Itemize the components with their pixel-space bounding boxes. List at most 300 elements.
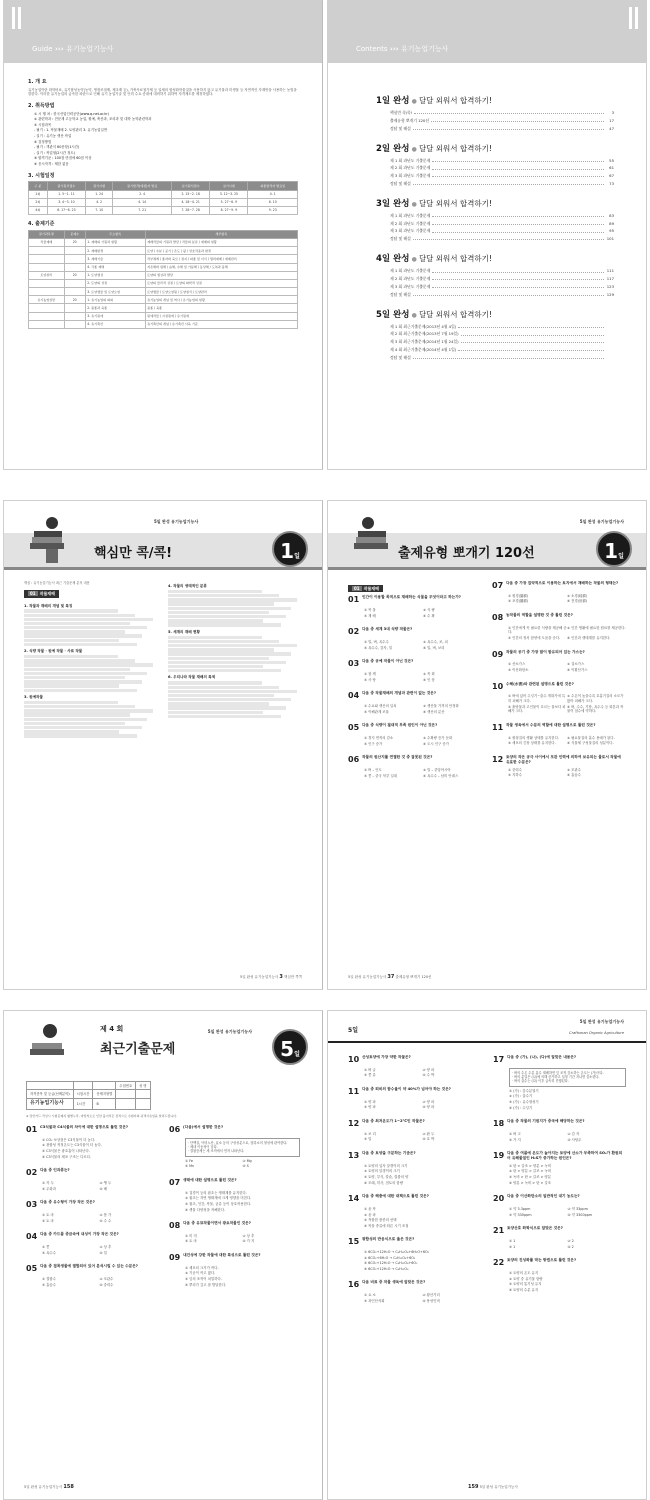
toc-leader bbox=[432, 221, 604, 225]
toc-day-block bbox=[376, 254, 614, 296]
table-cell: 1. 5~1. 11 bbox=[47, 190, 85, 198]
toc-page-number bbox=[606, 355, 614, 360]
toc-page-number: 95 bbox=[609, 228, 614, 234]
table-cell bbox=[29, 312, 65, 320]
answer-option[interactable]: ④ 수 수 bbox=[99, 1218, 112, 1223]
box-line: · 체내 이동성이 낮다. bbox=[188, 1145, 218, 1150]
toc-entry-label: 제 1 회 과년도 기출문제 bbox=[390, 157, 431, 163]
answer-option[interactable]: ③ 적합한 품종의 선택 bbox=[364, 1218, 397, 1223]
text-line-placeholder bbox=[168, 657, 269, 660]
answer-option[interactable]: ② 생산물 가격의 안정화 bbox=[423, 704, 459, 709]
answer-option[interactable]: ② 2 bbox=[567, 1239, 574, 1244]
table-header-row bbox=[29, 230, 298, 238]
answer-option[interactable]: ① 벼 고 bbox=[509, 1131, 521, 1136]
answer-option[interactable]: ① 토 마 bbox=[42, 1212, 54, 1217]
question-number: 19 bbox=[493, 1151, 505, 1161]
answer-option[interactable]: ② 잡초는 자연 생태계에 크게 영향을 미친다. bbox=[185, 1196, 252, 1201]
answer-option[interactable]: ② 수확량 증가 둔화 bbox=[423, 736, 453, 741]
text-line-placeholder bbox=[24, 639, 119, 642]
text-line-placeholder bbox=[168, 611, 269, 614]
table-cell: 토양 / 수분 / 공기 / 온도 / 광 / 상호작용과 환경 bbox=[145, 247, 297, 255]
toc-entry-label: 제 1 회 최근기출문제(2013년 4월 4일) bbox=[390, 323, 457, 329]
answer-option[interactable]: ② 옥수수, 조, 피 bbox=[423, 640, 448, 645]
table-cell bbox=[64, 304, 85, 312]
answer-option[interactable]: ① 참 깨 bbox=[364, 672, 376, 677]
answer-options bbox=[364, 608, 482, 618]
answer-option[interactable]: ④ C3식물의 세포 구조는 다르다. bbox=[42, 1154, 91, 1159]
day-tagline: 달달 외워서 합격하기! bbox=[418, 309, 492, 319]
answer-option[interactable]: ② 감 자 bbox=[567, 1131, 580, 1136]
column-header: 실기원서접수 bbox=[172, 182, 210, 190]
toc-entry[interactable] bbox=[390, 324, 614, 329]
answer-option[interactable]: ② 밀 – 중앙아시아 bbox=[423, 768, 451, 773]
answer-option[interactable]: ② 탄 > 양분 > 갈조 > 녹비 bbox=[509, 1169, 552, 1174]
answer-option[interactable]: ① 약 3.3ppm bbox=[509, 1207, 531, 1212]
toc-entry[interactable] bbox=[390, 110, 614, 115]
answer-options bbox=[364, 1132, 481, 1142]
toc-entry[interactable] bbox=[390, 118, 614, 123]
question-number: 07 bbox=[169, 1177, 181, 1187]
text-line-placeholder bbox=[24, 626, 147, 629]
answer-option[interactable]: ② (가) : 출수기 bbox=[509, 1094, 533, 1099]
answer-options bbox=[364, 1207, 481, 1228]
answer-option[interactable]: ③ 무화과 bbox=[42, 1186, 56, 1191]
band-stripe bbox=[629, 7, 632, 29]
table-cell: 1시간 bbox=[73, 1098, 93, 1109]
answer-option[interactable]: ④ 생물 다양성을 저해한다. bbox=[185, 1207, 226, 1212]
toc-entry[interactable] bbox=[390, 173, 614, 178]
answer-option[interactable]: ② 봄 가 bbox=[99, 1212, 112, 1217]
answer-option[interactable]: ④ S bbox=[242, 1164, 249, 1169]
toc-entry[interactable] bbox=[390, 236, 614, 241]
table-cell bbox=[29, 304, 65, 312]
question bbox=[348, 659, 482, 682]
answer-option[interactable]: ④ 약 3300ppm bbox=[567, 1212, 593, 1217]
question bbox=[493, 1119, 626, 1142]
question-text: 다음 중 세계 3대 식량 작물은? bbox=[362, 627, 413, 632]
answer-option[interactable]: ④ 인 삼 bbox=[423, 677, 435, 682]
answer-option[interactable]: ④ 밀 bbox=[99, 1250, 107, 1255]
question-columns bbox=[348, 1055, 626, 1477]
answer-option[interactable]: ① 원경(園耕) bbox=[508, 593, 529, 598]
toc-leader bbox=[458, 347, 604, 351]
table-cell bbox=[29, 263, 65, 271]
answer-option[interactable]: ③ 토 마 bbox=[42, 1218, 54, 1223]
table-cell bbox=[73, 1082, 93, 1090]
answer-option[interactable]: ② 황산가리 bbox=[422, 1293, 440, 1298]
answer-option[interactable]: ③ 인간의 정서 함양에 도움을 준다. bbox=[508, 635, 561, 640]
question-text: 작물 생육에서 수분의 역할에 대한 설명으로 틀린 것은? bbox=[506, 722, 596, 727]
answer-options bbox=[364, 1068, 481, 1078]
text-line-placeholder bbox=[168, 715, 281, 718]
toc-leader bbox=[432, 276, 604, 280]
toc-entry[interactable] bbox=[390, 158, 614, 163]
answer-option[interactable]: ② 완 두 bbox=[422, 1131, 435, 1136]
answer-option[interactable]: ③ 토양의 통기성 유지 bbox=[509, 1282, 542, 1287]
answer-option[interactable]: ① 산소가스 bbox=[508, 662, 526, 667]
left-column-body bbox=[24, 604, 158, 738]
info-item: - 실기 : 작업형(2시간 정도) bbox=[34, 150, 75, 155]
answer-option[interactable]: ② 필요물질의 흡수 용매가 된다. bbox=[567, 735, 615, 740]
toc-entry[interactable] bbox=[390, 355, 614, 360]
toc-entry[interactable] bbox=[390, 181, 614, 186]
answer-option[interactable]: ④ 양 파 bbox=[422, 1105, 435, 1110]
table-row bbox=[29, 206, 298, 214]
question-text: 다음 중 공예 작물이 아닌 것은? bbox=[362, 659, 414, 664]
toc-page-number: 67 bbox=[609, 173, 614, 179]
answer-option[interactable]: ③ 1 bbox=[509, 1244, 516, 1249]
books-illustration-icon bbox=[348, 513, 398, 565]
toc-entry[interactable] bbox=[390, 284, 614, 289]
table-cell: 문제지형별 bbox=[93, 1090, 116, 1098]
answer-option[interactable]: ① 인간에게 꼭 필요한 식량을 제공해 준다. bbox=[508, 625, 567, 635]
answer-option[interactable]: ④ 용성인비 bbox=[422, 1298, 440, 1303]
question bbox=[348, 1055, 481, 1078]
answer-option[interactable]: ① 벼에 있어 수잉기~출수 개화기에 특히 피해가 크다. bbox=[508, 694, 566, 703]
answer-option[interactable]: ② 모관수 bbox=[99, 1276, 114, 1281]
day-tab: 5일 bbox=[348, 1027, 358, 1034]
section-text: 유기농업이란 화학비료, 유기합성농약(농약, 생장조절제, 제초제 등), 가축사료첨가제 등 일체의 합성화학물질을 사용하지 않고 유기물과 미생물 등 자연적인 자재만을 사용하는 농법을 말한다. 이러한 유기농업의 급속한 파란으로 인해 유기 농업기술 및 인력 수요 증대에 대비하기 위하여 자격제도를 제정하였다. bbox=[28, 87, 297, 97]
answer-option[interactable]: ④ 도시 인구 증가 bbox=[423, 741, 449, 746]
question-text: C3식물과 C4식물의 차이에 대한 설명으로 틀린 것은? bbox=[40, 1125, 129, 1129]
answer-option[interactable]: ③ C3식물은 광호흡이 나타난다. bbox=[42, 1148, 90, 1153]
answer-option[interactable]: ① 토양의 온도 유지 bbox=[509, 1271, 539, 1276]
answer-option[interactable]: ④ 옥수수 – 남미 안데스 bbox=[423, 773, 459, 778]
answer-option[interactable]: ② 질소가스 bbox=[567, 662, 585, 667]
answer-option[interactable]: ④ 작물 종류에 따른 시기 조절 bbox=[364, 1223, 409, 1228]
answer-option[interactable]: ④ 흡습수 bbox=[567, 773, 581, 778]
answer-option[interactable]: ③ 토 마 bbox=[185, 1239, 197, 1244]
answer-option[interactable]: ③ 지하수 bbox=[508, 773, 522, 778]
answer-option[interactable]: ① 양 파 bbox=[364, 1099, 376, 1104]
answer-option[interactable]: ① 1 bbox=[509, 1239, 516, 1244]
toc-entry[interactable] bbox=[390, 331, 614, 336]
toc-entry[interactable] bbox=[390, 213, 614, 218]
column-header: 최종합격자 발표일 bbox=[248, 182, 298, 190]
toc-entry[interactable] bbox=[390, 268, 614, 273]
text-line-placeholder bbox=[168, 665, 263, 668]
answer-option[interactable]: ② 기공이 작고 많다. bbox=[185, 1271, 216, 1276]
answer-option[interactable]: ① (가) : 감수분열기 bbox=[509, 1088, 539, 1093]
column-header: 필기합격(예정)자 발표 bbox=[113, 182, 172, 190]
answer-option[interactable]: ④ 가 지 bbox=[242, 1239, 255, 1244]
answer-option[interactable]: ① 6CO₂+12H₂O → C₆H₁₂O₆+6H₂O+6O₂ bbox=[364, 1250, 430, 1255]
answer-option[interactable]: ② 윤 파 bbox=[364, 1212, 376, 1217]
answer-option[interactable]: ④ 벼, 수수, 기장, 옥수수 등 화본과 작물이 침수에 약하다. bbox=[567, 704, 624, 714]
answer-options bbox=[364, 768, 482, 778]
toc-entry[interactable] bbox=[390, 339, 614, 344]
answer-option[interactable]: ③ 약 330ppm bbox=[509, 1212, 532, 1217]
answer-option[interactable]: ④ 인간과 생태계를 유지한다. bbox=[567, 635, 611, 640]
answer-option[interactable]: ① 질경이 등의 잡초는 생태계를 유지한다. bbox=[185, 1190, 247, 1195]
text-line-placeholder bbox=[24, 655, 118, 658]
table-cell: 20 bbox=[64, 296, 85, 304]
text-line-placeholder bbox=[24, 622, 130, 625]
text-line-placeholder bbox=[168, 669, 281, 672]
text-line-placeholder bbox=[24, 713, 130, 716]
answer-option[interactable]: ② 목 화 bbox=[423, 672, 435, 677]
answer-option[interactable]: ③ 흡습수 bbox=[42, 1282, 56, 1287]
answer-options bbox=[508, 594, 626, 604]
answer-option[interactable]: ① 원형질의 생활 상태를 유지한다. bbox=[508, 735, 560, 740]
answer-options bbox=[185, 1234, 300, 1244]
answer-option[interactable]: ③ 토양, 부식, 칼슘, 칼륨의 양 bbox=[364, 1174, 409, 1179]
answer-option[interactable]: ① 작 물 bbox=[364, 608, 376, 613]
table-cell: 4. 유기축산 bbox=[85, 320, 145, 328]
answer-option[interactable]: ② 인간 생활에 필요한 원료를 제공한다. bbox=[567, 625, 626, 630]
question-columns bbox=[26, 1125, 300, 1477]
answer-option[interactable]: ② 약 33ppm bbox=[567, 1207, 588, 1212]
toc-entry-label: 제 2 회 과년도 기출문제 bbox=[390, 220, 431, 226]
answer-options bbox=[364, 1293, 481, 1303]
bullet-icon: ● bbox=[409, 145, 419, 153]
question bbox=[169, 1253, 300, 1287]
answer-option[interactable]: ① 토양의 입자 알갱이의 크기 bbox=[364, 1163, 408, 1168]
answer-option[interactable]: ② 양 파 bbox=[422, 1099, 435, 1104]
text-line-placeholder bbox=[24, 659, 135, 662]
toc-leader bbox=[432, 213, 604, 217]
answer-option[interactable]: ① 벼 – 인도 bbox=[364, 768, 382, 773]
toc-leader bbox=[413, 126, 604, 130]
box-line: · 단백질, 아미노산, 효소 등의 구성성분으로, 엽록소의 형성에 관여한다. bbox=[188, 1140, 288, 1145]
answer-options bbox=[185, 1266, 300, 1287]
question bbox=[26, 1200, 157, 1223]
answer-option[interactable]: ④ 뿌리가 깊고 잘 발달한다. bbox=[185, 1282, 227, 1287]
answer-option[interactable]: ③ 흙탕물과 고인물이 흐르는 물보다 피해가 크다. bbox=[508, 704, 566, 714]
answer-option[interactable]: ③ 이해관계 조율 bbox=[364, 709, 389, 714]
toc-entry-label: 출제유형 뽀개기 120선 bbox=[390, 117, 430, 123]
table-cell: 1. 재배의 기원과 현황 bbox=[85, 238, 145, 246]
answer-option[interactable]: ② Mg bbox=[242, 1158, 252, 1163]
text-line-placeholder bbox=[24, 689, 137, 692]
question-number: 05 bbox=[348, 723, 360, 733]
day-tagline: 달달 외워서 합격하기! bbox=[418, 96, 492, 105]
table-cell: 작물재배 bbox=[29, 238, 65, 246]
answer-option[interactable]: ① Fe bbox=[185, 1158, 193, 1163]
answer-option[interactable]: ③ 사 탕 bbox=[364, 677, 376, 682]
question-text: (다음)에서 설명한 것은? bbox=[183, 1125, 224, 1129]
answer-option[interactable]: ③ 녹비 > 탄 > 갈조 > 양분 bbox=[509, 1175, 552, 1180]
spread-day5 bbox=[0, 1010, 650, 1500]
answer-options bbox=[364, 736, 482, 746]
answer-option[interactable]: ③ (가) : 유수형성기 bbox=[509, 1099, 539, 1104]
answer-options bbox=[364, 704, 482, 714]
answer-option[interactable]: ④ 호 박 bbox=[422, 1137, 435, 1142]
answer-option[interactable]: ④ 모래, 미사, 점토의 함량 bbox=[364, 1180, 403, 1185]
toc-day-block bbox=[376, 310, 614, 360]
text-line-placeholder bbox=[24, 643, 137, 646]
answer-option[interactable]: ④ 6CO₂+12H₂O → C₆H₁₂O₆ bbox=[364, 1266, 409, 1271]
answer-option[interactable]: ① 결합수 bbox=[42, 1276, 56, 1281]
answer-option[interactable]: ① 미 미 bbox=[185, 1233, 197, 1238]
answer-option[interactable]: ③ 옥수수, 감자, 밀 bbox=[364, 645, 393, 650]
chapter-rule bbox=[328, 567, 647, 570]
answer-option[interactable]: ② 수온이 높을수록 호흡기질의 소모가 많아 피해가 크다. bbox=[567, 694, 624, 703]
subsection-heading: 5. 세계의 재배 현황 bbox=[168, 629, 200, 634]
text-line-placeholder bbox=[168, 694, 274, 697]
answer-option[interactable]: ④ 식물체 구성물질의 성분이다. bbox=[567, 741, 614, 746]
answer-option[interactable]: ② 모관수 bbox=[567, 767, 581, 772]
answer-option[interactable]: ③ 밀 bbox=[364, 1137, 372, 1142]
answer-option[interactable]: ③ 이산화탄소 bbox=[508, 667, 529, 672]
left-column bbox=[348, 581, 482, 967]
text-line-placeholder bbox=[168, 652, 291, 655]
question bbox=[493, 1226, 626, 1249]
text-line-placeholder bbox=[168, 590, 262, 593]
answer-option[interactable]: ② 상 추 bbox=[242, 1233, 255, 1238]
question-text: 인간이 이용할 목적으로 재배하는 식물을 무엇이라고 하는가? bbox=[362, 595, 461, 600]
day-tagline: 달달 외워서 합격하기! bbox=[418, 198, 492, 208]
answer-option[interactable]: ① 콩 bbox=[42, 1244, 50, 1249]
toc-leader bbox=[432, 158, 604, 162]
answer-option[interactable]: ② 토양의 알갱이의 크기 bbox=[364, 1169, 400, 1174]
table-row bbox=[29, 288, 298, 296]
toc-leader bbox=[413, 181, 604, 185]
answer-option[interactable]: ③ 콩 류 bbox=[364, 1073, 376, 1078]
toc-leader bbox=[432, 165, 604, 169]
answer-option[interactable]: ② 광합성 적정온도는 C3식물이 더 높다. bbox=[42, 1143, 102, 1148]
table-cell bbox=[64, 320, 85, 328]
answer-option[interactable]: ③ 가 지 bbox=[509, 1137, 521, 1142]
question-number: 08 bbox=[169, 1221, 181, 1231]
question bbox=[492, 755, 626, 778]
answer-option[interactable]: ③ 포경(圃耕) bbox=[508, 599, 529, 604]
answer-options bbox=[364, 672, 482, 682]
answer-option[interactable]: ④ 밀, 벼, 보리 bbox=[423, 645, 445, 650]
question bbox=[169, 1125, 300, 1169]
schedule-table bbox=[28, 181, 298, 215]
toc-entry[interactable] bbox=[390, 228, 614, 233]
answer-option[interactable]: ① 세포의 크기가 작다. bbox=[185, 1265, 219, 1270]
answer-option[interactable]: ④ 양분 > 녹비 > 탄 > 갈조 bbox=[509, 1180, 552, 1185]
table-row bbox=[27, 1098, 151, 1109]
answer-option[interactable]: ④ 토양의 수분 유지 bbox=[509, 1287, 539, 1292]
section-tag: 01 작물재배 bbox=[348, 585, 383, 592]
answer-option[interactable]: ② 상 추 bbox=[99, 1244, 112, 1249]
answer-option[interactable]: ③ 잡초, 인간, 작물, 균류 등이 상호작용한다. bbox=[185, 1201, 252, 1206]
answer-option[interactable]: ③ 재 배 bbox=[364, 613, 376, 618]
table-cell: 4. 1 bbox=[248, 190, 298, 198]
text-line-placeholder bbox=[24, 705, 135, 708]
toc-day-block bbox=[376, 96, 614, 131]
answer-option[interactable]: ① 자 두 bbox=[42, 1180, 54, 1185]
question-text: 다음 중 가장 집약적으로 이용하는 토지에서 재배하는 작물의 형태는? bbox=[506, 581, 619, 585]
text-line-placeholder bbox=[168, 690, 297, 693]
question-text: 다음 중 식량이 절대적 부족 원인이 아닌 것은? bbox=[362, 723, 438, 728]
answer-option[interactable]: ③ 6CO₂+12H₂O → C₆H₁₂O₆+6O₂ bbox=[364, 1261, 418, 1266]
answer-option[interactable]: ④ 수 박 bbox=[422, 1073, 435, 1078]
question-text: 농작물의 역할을 설명한 것 중 틀린 것은? bbox=[506, 612, 573, 617]
toc-entry[interactable] bbox=[390, 347, 614, 352]
toc-entry-label: 제 3 회 과년도 기출문제 bbox=[390, 228, 431, 234]
toc-entry[interactable] bbox=[390, 221, 614, 226]
answer-option[interactable]: ③ 세포의 긴장 상태를 유지한다. bbox=[508, 741, 556, 746]
answer-option[interactable]: ④ 이황산가스 bbox=[567, 667, 588, 672]
toc-day-heading bbox=[376, 254, 614, 265]
answer-options bbox=[364, 1250, 481, 1271]
answer-option[interactable]: ① 경지 면적의 감소 bbox=[364, 736, 394, 741]
answer-option[interactable]: ④ 수 확 bbox=[423, 613, 435, 618]
box-line: · 벼의 출수는 (다) 이후 급속히 진행된다. bbox=[512, 1079, 569, 1084]
answer-option[interactable]: ② 토양 중 유기물 함량 bbox=[509, 1276, 543, 1281]
page-37 bbox=[327, 500, 647, 990]
table-cell: 저온해와 냉해 / 습해, 수해 및 가뭄해 / 동상해 / 도복과 풍해 bbox=[145, 263, 297, 271]
table-cell bbox=[64, 288, 85, 296]
answer-option[interactable]: ③ 양 파 bbox=[364, 1105, 376, 1110]
answer-option[interactable]: ③ 옥수수 bbox=[42, 1250, 56, 1255]
table-cell: 토양관리 bbox=[29, 271, 65, 279]
question-text: 다음 중 퇴비의 함수율이 약 40%가 넘어야 하는 것은? bbox=[362, 1086, 451, 1091]
answer-option[interactable]: ④ 중력수 bbox=[99, 1282, 114, 1287]
question-number: 10 bbox=[348, 1055, 360, 1064]
answer-option[interactable]: ③ 콩 – 중국 북부 일대 bbox=[364, 773, 398, 778]
answer-option[interactable]: ① 중력수 bbox=[508, 767, 522, 772]
text-line-placeholder bbox=[24, 618, 153, 621]
table-row bbox=[29, 312, 298, 320]
answer-option[interactable]: ② 소경(疏耕) bbox=[567, 593, 588, 598]
answer-option[interactable]: ④ (가) : 수잉기 bbox=[509, 1105, 533, 1110]
question-columns bbox=[348, 581, 626, 967]
answer-option[interactable]: ④ 생산의 분산 bbox=[423, 709, 445, 714]
answer-option[interactable]: ① 밀, 벼, 옥수수 bbox=[364, 640, 389, 645]
question bbox=[348, 595, 482, 618]
page-header-band bbox=[328, 1, 646, 63]
answer-option[interactable]: ① 수요와 생산의 일치 bbox=[364, 704, 397, 709]
answer-option[interactable]: ② 앵 두 bbox=[99, 1180, 112, 1185]
toc-entry-label: 정답 및 해설 bbox=[390, 354, 411, 360]
answer-options bbox=[509, 1132, 626, 1142]
answer-option[interactable]: ④ 배 bbox=[99, 1186, 107, 1191]
answer-option[interactable]: ④ 전경(田耕) bbox=[567, 599, 588, 604]
toc-entry[interactable] bbox=[390, 276, 614, 281]
answer-option[interactable]: ④ 사탕무 bbox=[567, 1137, 582, 1142]
question bbox=[348, 1194, 481, 1228]
answer-option[interactable]: ① CO₂ 보상점은 C3식물이 더 높다. bbox=[42, 1137, 96, 1142]
question bbox=[26, 1125, 157, 1159]
answer-option[interactable]: ① 탄 > 갈조 > 양분 > 녹비 bbox=[509, 1163, 552, 1168]
table-cell: 3. 12~3. 25 bbox=[210, 190, 248, 198]
answer-option[interactable]: ④ 2 bbox=[567, 1244, 574, 1249]
toc-entry[interactable] bbox=[390, 292, 614, 297]
question-number: 04 bbox=[348, 691, 360, 701]
answer-option[interactable]: ① 윤 작 bbox=[364, 1206, 376, 1211]
toc-entry[interactable] bbox=[390, 165, 614, 170]
text-line-placeholder bbox=[24, 734, 137, 737]
answer-option[interactable]: ② 식 량 bbox=[423, 608, 435, 613]
answer-option[interactable]: ③ 과인산석회 bbox=[364, 1298, 385, 1303]
toc-entry[interactable] bbox=[390, 126, 614, 131]
answer-option[interactable]: ① 벼 클 bbox=[364, 1067, 376, 1072]
answer-option[interactable]: ③ Mn bbox=[185, 1164, 195, 1169]
page-guide bbox=[3, 0, 323, 470]
question-number: 06 bbox=[348, 755, 360, 765]
answer-option[interactable]: ② 6CO₂+6H₂O → C₆H₁₂O₆+6O₂ bbox=[364, 1255, 416, 1260]
column-header: 주요항목 bbox=[85, 230, 145, 238]
answer-option[interactable]: ① 보 리 bbox=[364, 1131, 376, 1136]
toc-page-number: 61 bbox=[609, 165, 614, 171]
answer-option[interactable]: ③ 인구 증가 bbox=[364, 741, 383, 746]
answer-option[interactable]: ② 양 파 bbox=[422, 1067, 435, 1072]
question bbox=[348, 1280, 481, 1303]
table-cell: 8. 27~9. 9 bbox=[210, 206, 248, 214]
toc-day-block bbox=[376, 199, 614, 241]
toc-page-number: 123 bbox=[606, 283, 614, 289]
toc-page-number bbox=[606, 347, 614, 352]
answer-option[interactable]: ① 요 소 bbox=[364, 1293, 376, 1298]
toc-page-number: 47 bbox=[609, 125, 614, 131]
table-cell: 3. 재배기술 bbox=[85, 255, 145, 263]
answer-option[interactable]: ③ 잎의 조직이 치밀하다. bbox=[185, 1277, 222, 1282]
